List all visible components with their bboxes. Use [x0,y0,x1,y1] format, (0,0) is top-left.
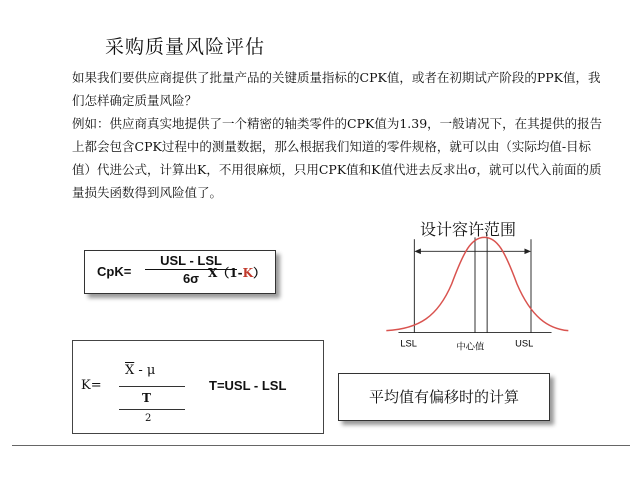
range-arrow-left-head [414,249,421,255]
k-xbar: $\overline{X}$ [125,363,135,378]
k-denominator-t: T [142,391,151,405]
k-fraction-line [119,386,185,387]
k-numerator [125,363,155,378]
cpk-label: CpK= [97,264,132,279]
usl-label: USL [515,338,534,349]
cpk-multiplier-prefix: X（1- [208,266,243,280]
k-label: K= [81,378,102,393]
bottom-divider [12,445,630,446]
range-arrow-right-head [524,249,531,255]
diagram-title: 设计容许范围 [420,220,517,239]
body-text [72,66,604,204]
center-label: 中心值 [456,341,485,353]
tolerance-diagram [375,228,575,368]
k-fraction-line-inner [119,409,185,410]
cpk-formula-box [84,250,276,294]
lsl-label: LSL [400,338,417,349]
cpk-multiplier-k: K [242,266,254,280]
k-formula-box [72,340,324,434]
t-formula: T=USL - LSL [209,378,287,393]
offset-calc-label: 平均值有偏移时的计算 [368,388,519,406]
paragraph-example: 例如：供应商真实地提供了一个精密的轴类零件的CPK值为1.39，一般请况下，在其提供的报告上都会包含CPK过程中的测量数据，那么根据我们知道的零件规格，就可以由（实际均值-目标值）代进公式，计算出K，不用很麻烦，只用CPK值和K值代进去反求出σ，就可以代入前面的质量损失函数得到风险值了。 [72,116,603,200]
paragraph-question: 如果我们要供应商提供了批量产品的关键质量指标的CPK值，或者在初期试产阶段的PPK值，我们怎样确定质量风险？ [72,70,601,108]
cpk-multiplier-suffix: ） [253,266,266,280]
offset-calc-box [338,373,550,421]
cpk-denominator: 6σ [182,271,200,286]
cpk-numerator: USL - LSL [145,253,237,270]
k-minus-mu: - μ [134,363,156,378]
page-title: 采购质量风险评估 [105,36,266,58]
cpk-multiplier [208,264,265,281]
k-denominator-two: 2 [145,413,152,424]
